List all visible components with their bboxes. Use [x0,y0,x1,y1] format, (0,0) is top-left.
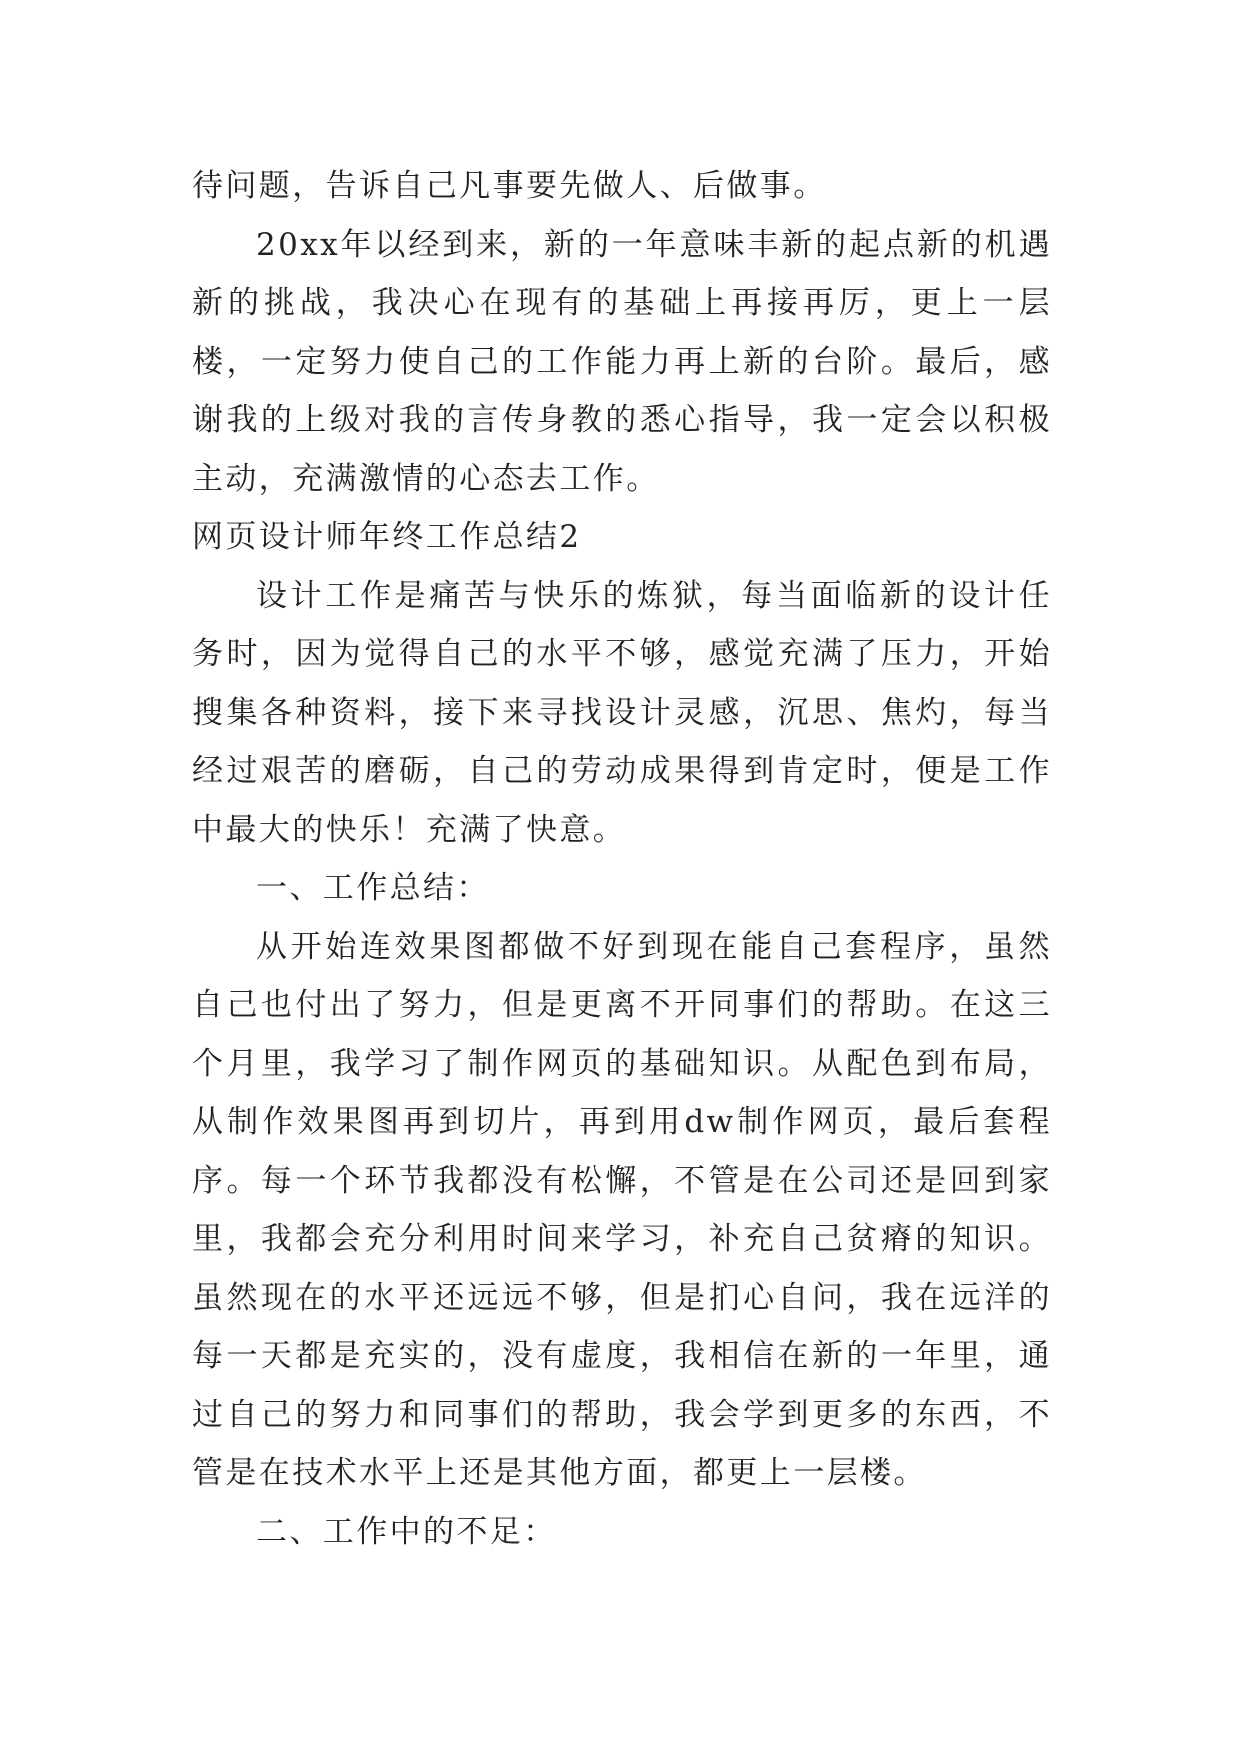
paragraph-design-work: 设计工作是痛苦与快乐的炼狱，每当面临新的设计任务时，因为觉得自己的水平不够，感觉充满了压力，开始搜集各种资料，接下来寻找设计灵感，沉思、焦灼，每当经过艰苦的磨砺，自己的劳动成果得到肯定时，便是工作中最大的快乐！充满了快意。 [192,577,1052,848]
section-title: 网页设计师年终工作总结2 [192,519,582,555]
paragraph-new-year: 20xx年以经到来，新的一年意味丰新的起点新的机遇新的挑战，我决心在现有的基础上再接再厉，更上一层楼，一定努力使自己的工作能力再上新的台阶。最后，感谢我的上级对我的言传身教的悉心指导，我一定会以积极主动，充满激情的心态去工作。 [192,226,1052,497]
document-body [192,157,1052,1561]
paragraph-work-summary: 从开始连效果图都做不好到现在能自己套程序，虽然自己也付出了努力，但是更离不开同事们的帮助。在这三个月里，我学习了制作网页的基础知识。从配色到布局，从制作效果图再到切片，再到用dw制作网页，最后套程序。每一个环节我都没有松懈，不管是在公司还是回到家里，我都会充分利用时间来学习，补充自己贫瘠的知识。虽然现在的水平还远远不够，但是扪心自问，我在远洋的每一天都是充实的，没有虚度，我相信在新的一年里，通过自己的努力和同事们的帮助，我会学到更多的东西，不管是在技术水平上还是其他方面，都更上一层楼。 [192,928,1052,1491]
subheading-shortcomings: 二、工作中的不足： [256,1513,557,1550]
subheading-work-summary: 一、工作总结： [256,870,490,906]
paragraph-continued: 待问题，告诉自己凡事要先做人、后做事。 [192,168,827,204]
